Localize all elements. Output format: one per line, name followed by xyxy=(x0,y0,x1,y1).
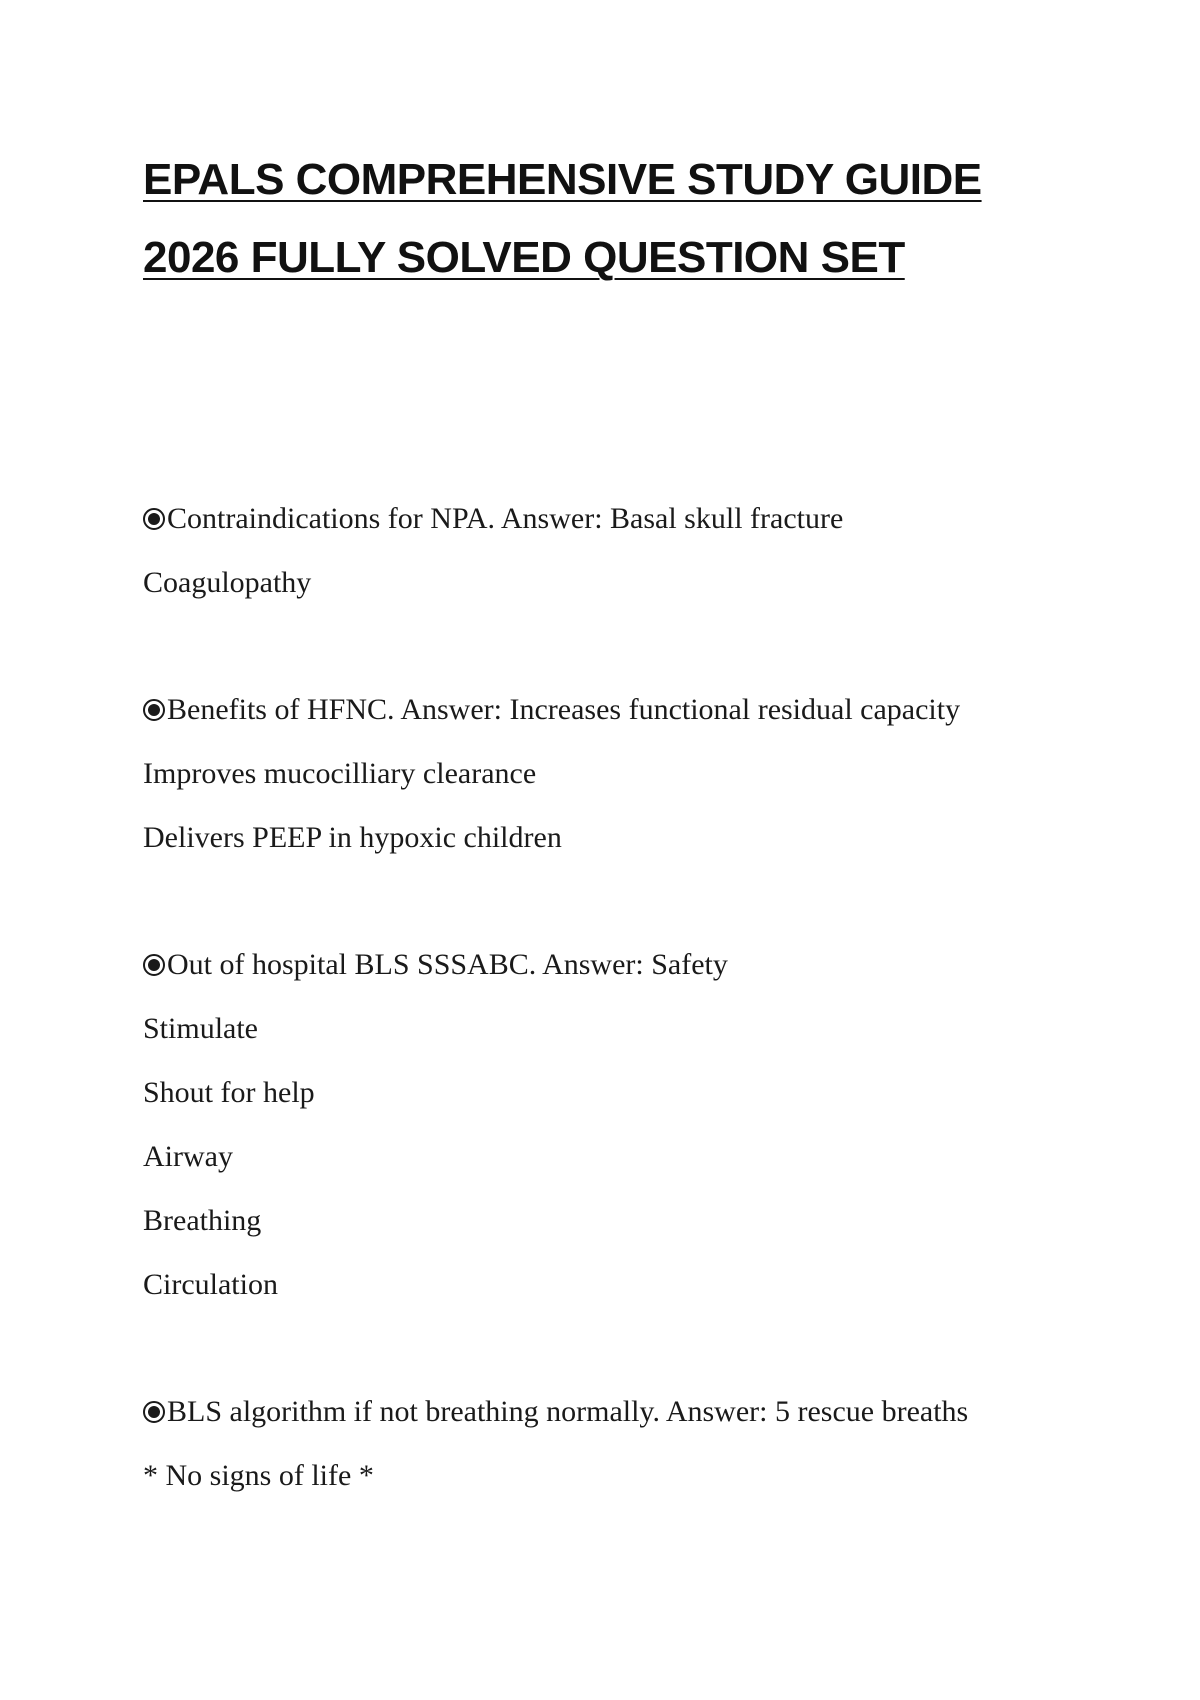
answer-line: Airway xyxy=(143,1140,233,1173)
title-line-1: EPALS COMPREHENSIVE STUDY GUIDE xyxy=(143,155,982,204)
answer-line: * No signs of life * xyxy=(143,1459,374,1492)
answer-line: Breathing xyxy=(143,1204,262,1237)
answer-line: Improves mucocilliary clearance xyxy=(143,757,537,790)
question-line xyxy=(143,678,1123,742)
question-text: Benefits of HFNC. Answer: Increases functional residual capacity xyxy=(167,693,961,726)
question-line xyxy=(143,933,1123,997)
answer-line: Coagulopathy xyxy=(143,566,312,599)
bullet-icon xyxy=(143,954,165,976)
bullet-icon xyxy=(143,1401,165,1423)
question-text: Out of hospital BLS SSSABC. Answer: Safety xyxy=(167,948,728,981)
question-line xyxy=(143,487,1123,551)
qa-item-npa xyxy=(143,487,1123,615)
qa-list xyxy=(143,487,1123,1571)
qa-item-bls-algorithm xyxy=(143,1380,1123,1508)
qa-item-hfnc xyxy=(143,678,1123,870)
document-title xyxy=(143,155,1103,282)
bullet-icon xyxy=(143,699,165,721)
answer-line: Circulation xyxy=(143,1268,278,1301)
question-text: Contraindications for NPA. Answer: Basal skull fracture xyxy=(167,502,844,535)
bullet-icon xyxy=(143,508,165,530)
title-line-2: 2026 FULLY SOLVED QUESTION SET xyxy=(143,233,905,282)
answer-line: Stimulate xyxy=(143,1012,258,1045)
answer-line: Delivers PEEP in hypoxic children xyxy=(143,821,562,854)
question-text: BLS algorithm if not breathing normally. Answer: 5 rescue breaths xyxy=(167,1395,969,1428)
qa-item-bls-sssabc xyxy=(143,933,1123,1317)
answer-line: Shout for help xyxy=(143,1076,315,1109)
question-line xyxy=(143,1380,1123,1444)
